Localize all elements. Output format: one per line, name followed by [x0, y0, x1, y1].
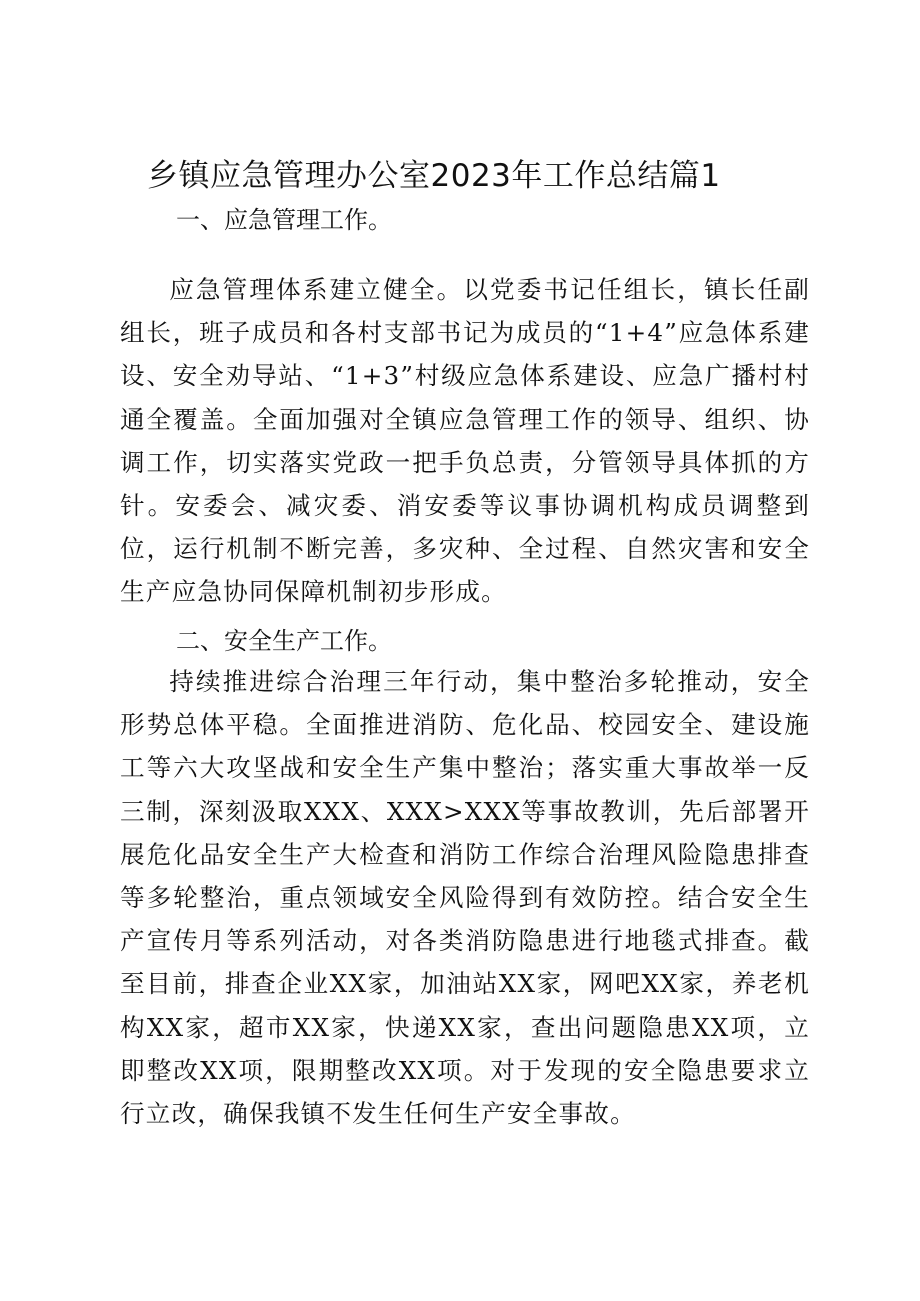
section-heading-safety-production: 二、安全生产工作。	[176, 627, 392, 655]
section-paragraph-emergency-management: 应急管理体系建立健全。以党委书记任组长，镇长任副组长，班子成员和各村支部书记为成员的“1+4”应急体系建设、安全劝导站、“1+3”村级应急体系建设、应急广播村村通全覆盖。全面加强对全镇应急管理工作的领导、组织、协调工作，切实落实党政一把手负总责，分管领导具体抓的方针。安委会、减灾委、消安委等议事协调机构成员调整到位，运行机制不断完善，多灾种、全过程、自然灾害和安全生产应急协同保障机制初步形成。	[120, 275, 810, 607]
document-title: 乡镇应急管理办公室2023年工作总结篇1	[147, 158, 721, 194]
section-paragraph-safety-production: 持续推进综合治理三年行动，集中整治多轮推动，安全形势总体平稳。全面推进消防、危化品、校园安全、建设施工等六大攻坚战和安全生产集中整治；落实重大事故举一反三制，深刻汲取XXX、XXX>XXX等事故教训，先后部署开展危化品安全生产大检查和消防工作综合治理风险隐患排查等多轮整治，重点领域安全风险得到有效防控。结合安全生产宣传月等系列活动，对各类消防隐患进行地毯式排查。截至目前，排查企业XX家，加油站XX家，网吧XX家，养老机构XX家，超市XX家，快递XX家，查出问题隐患XX项，立即整改XX项，限期整改XX项。对于发现的安全隐患要求立行立改，确保我镇不发生任何生产安全事故。	[120, 667, 810, 1129]
section-heading-emergency-management: 一、应急管理工作。	[176, 206, 392, 234]
